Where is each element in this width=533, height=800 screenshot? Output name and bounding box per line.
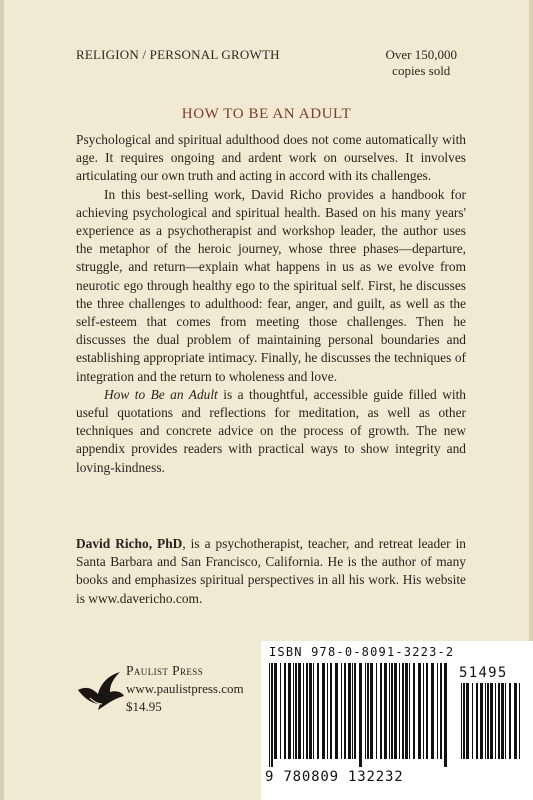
barcode-bar xyxy=(480,683,483,759)
barcode-bar xyxy=(394,663,397,759)
barcode-bar xyxy=(440,663,442,759)
barcode-bar xyxy=(295,663,297,759)
barcode-bar xyxy=(413,663,415,759)
sales-line-1: Over 150,000 xyxy=(385,47,457,62)
barcode-bar xyxy=(495,683,496,759)
barcode-bar xyxy=(472,683,473,759)
barcode-bar xyxy=(444,663,447,767)
description xyxy=(76,131,466,477)
barcode-bar xyxy=(306,663,308,759)
barcode-bar xyxy=(426,663,428,759)
barcode-bar xyxy=(313,663,314,759)
barcode-bar xyxy=(509,683,511,759)
barcode-bar xyxy=(274,663,277,759)
description-paragraph-3-text: is a thoughtful, accessible guide filled with useful quotations and reflections for meditation, as well as other techniques and concrete advice on the process of growth. The new appendix provides readers with practical ways to show integrity and loving-kindness. xyxy=(76,386,466,475)
barcode-bar xyxy=(303,663,304,759)
barcode-bar xyxy=(402,663,404,759)
barcode-bar xyxy=(309,663,312,759)
barcode-bar xyxy=(352,663,353,759)
barcode-bar xyxy=(487,683,489,759)
barcode-bar xyxy=(431,663,434,759)
barcode-bar xyxy=(322,663,325,759)
barcode-box xyxy=(261,641,533,800)
barcode-bar xyxy=(463,683,465,759)
barcode-bar xyxy=(461,683,462,759)
barcode-bar xyxy=(384,663,387,759)
barcode-bar xyxy=(519,683,520,759)
barcode-bar xyxy=(341,663,342,759)
description-paragraph-3 xyxy=(76,386,466,477)
dove-logo-icon xyxy=(76,668,126,712)
ean-number-text: 9 780809 132232 xyxy=(265,769,404,785)
barcode-bar xyxy=(485,683,486,759)
barcode-bar xyxy=(370,663,373,759)
barcode-bar xyxy=(293,663,294,759)
author-bio xyxy=(76,535,466,608)
barcode-bar xyxy=(389,663,390,759)
description-paragraph-1: Psychological and spiritual adulthood does not come automatically with age. It requires ongoing and ardent work on ourselves. It involves articulating our own truth and acting in accord with its challenges. xyxy=(76,132,466,184)
ean-barcode xyxy=(269,663,449,767)
barcode-bar xyxy=(498,683,500,759)
barcode-bar xyxy=(399,663,400,759)
price: $14.95 xyxy=(126,699,162,714)
barcode-bar xyxy=(284,663,286,759)
barcode-bar xyxy=(418,663,421,759)
description-paragraph-2: In this best-selling work, David Richo provides a handbook for achieving psychological and spiritual health. Based on his many years' experience as a psychotherapist and workshop leader, the author uses the metaphor of the heroic journey, whose three phases—departure, struggle, and return—explain what happens in us as we evolve from neurotic ego through healthy ego to the spiritual self. First, he discusses the three challenges to adulthood: fear, anger, and guilt, as well as the self-esteem that comes from meeting those challenges. Then he discusses the dual problem of maintaining personal boundaries and establishing appropriate intimacy. Finally, he discusses the techniques of integration and the return to wholeness and love. xyxy=(76,186,466,384)
barcode-bar xyxy=(354,663,356,759)
barcode-bar xyxy=(344,663,346,759)
barcode-bar xyxy=(501,683,504,759)
barcode-bar xyxy=(367,663,369,759)
barcode-bar xyxy=(423,663,424,759)
barcode-bar xyxy=(376,663,377,759)
barcode-bar xyxy=(298,663,301,759)
isbn-text: ISBN 978-0-8091-3223-2 xyxy=(269,645,455,659)
book-title-italic: How to Be an Adult xyxy=(104,386,218,402)
barcode-bar xyxy=(327,663,328,759)
barcode-bar xyxy=(380,663,382,759)
barcode-bar xyxy=(280,663,281,759)
sales-line-2: copies sold xyxy=(392,63,451,78)
barcode-bar xyxy=(437,663,438,759)
barcode-bar xyxy=(476,683,478,759)
sales-badge xyxy=(386,47,458,79)
barcode-bar xyxy=(330,663,332,759)
addon-code-text: 51495 xyxy=(459,665,508,681)
author-bio-text: , is a psychotherapist, teacher, and retreat leader in Santa Barbara and San Francisco, California. He is the author of many books and emphasizes spiritual perspectives in all his work. His website is www.davericho.com. xyxy=(76,536,467,606)
barcode-bar xyxy=(405,663,408,759)
author-name: David Richo, PhD xyxy=(76,536,183,551)
addon-barcode xyxy=(461,683,523,767)
publisher-name: Paulist Press xyxy=(126,663,204,678)
barcode-bar xyxy=(317,663,319,759)
barcode-bar xyxy=(271,663,273,767)
barcode-bar xyxy=(409,663,410,759)
barcode-bar xyxy=(288,663,291,759)
header xyxy=(76,47,457,79)
barcode-bar xyxy=(505,683,506,759)
category-label: RELIGION / PERSONAL GROWTH xyxy=(76,47,280,62)
book-title: HOW TO BE AN ADULT xyxy=(181,106,352,122)
barcode-bar xyxy=(269,663,270,767)
barcode-bar xyxy=(514,683,517,759)
barcode-bar xyxy=(348,663,351,759)
barcode-bar xyxy=(335,663,338,759)
barcode-bar xyxy=(365,663,366,759)
barcode-bar xyxy=(490,683,493,759)
barcode-bar xyxy=(391,663,393,759)
barcode-bar xyxy=(359,663,362,767)
publisher-url: www.paulistpress.com xyxy=(126,681,244,696)
barcode-bar xyxy=(466,683,469,759)
publisher-block xyxy=(76,660,276,730)
